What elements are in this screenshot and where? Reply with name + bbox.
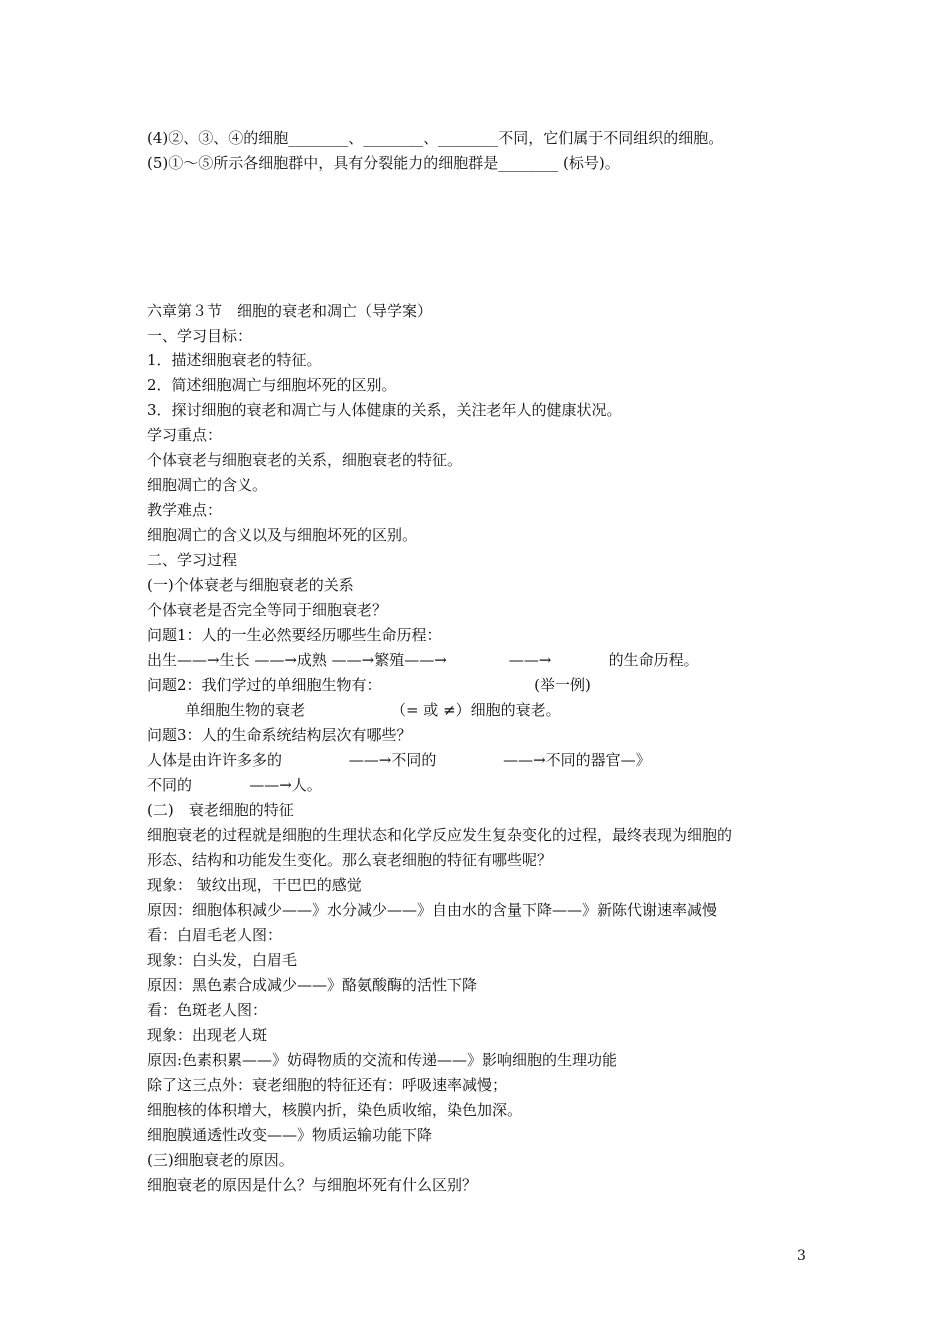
problem-3: 问题3：人的生命系统结构层次有哪些？ [147, 726, 412, 744]
problem-2-answer: 单细胞生物的衰老 （= 或 ≠）细胞的衰老。 [147, 701, 561, 719]
other-features: 除了这三点外：衰老细胞的特征还有：呼吸速率减慢； [147, 1076, 508, 1094]
question-4: (4)②、③、④的细胞________、________、________不同，它们属于不同组织的细胞。 [147, 129, 724, 147]
section-title: 六章第３节 细胞的衰老和凋亡（导学案） [147, 302, 433, 320]
phenomenon-line: 现象：出现老人斑 [147, 1026, 268, 1044]
difficulty-point: 细胞凋亡的含义以及与细胞坏死的区别。 [147, 526, 418, 544]
page-number: 3 [797, 1248, 806, 1264]
difficulty-heading: 教学难点： [147, 501, 223, 519]
part2-intro: 形态、结构和功能发生变化。那么衰老细胞的特征有哪些呢？ [147, 851, 553, 869]
goal-item: 3．探讨细胞的衰老和凋亡与人体健康的关系，关注老年人的健康状况。 [147, 401, 622, 419]
look-line: 看：白眉毛老人图： [147, 926, 283, 944]
problem-1: 问题1：人的一生必然要经历哪些生命历程： [147, 626, 442, 644]
problem-2: 问题2：我们学过的单细胞生物有： (举一例) [147, 676, 591, 694]
part1-heading: (一)个体衰老与细胞衰老的关系 [147, 576, 354, 594]
key-points-heading: 学习重点： [147, 426, 223, 444]
feature-line: 细胞膜通透性改变——》物质运输功能下降 [147, 1126, 433, 1144]
look-line: 看：色斑老人图： [147, 1001, 268, 1019]
cause-line: 原因:色素积累——》妨碍物质的交流和传递——》影响细胞的生理功能 [147, 1051, 618, 1069]
process-heading: 二、学习过程 [147, 551, 238, 569]
part3-heading: (三)细胞衰老的原因。 [147, 1151, 294, 1169]
cause-line: 原因：黑色素合成减少——》酪氨酸酶的活性下降 [147, 976, 478, 994]
part3-question: 细胞衰老的原因是什么？与细胞坏死有什么区别？ [147, 1176, 478, 1194]
feature-line: 细胞核的体积增大，核膜内折，染色质收缩，染色加深。 [147, 1101, 523, 1119]
part1-question: 个体衰老是否完全等同于细胞衰老？ [147, 601, 388, 619]
phenomenon-line: 现象： 皱纹出现，干巴巴的感觉 [147, 876, 362, 894]
question-5: (5)①～⑤所示各细胞群中，具有分裂能力的细胞群是________ (标号)。 [147, 154, 620, 172]
problem-1-answer: 出生——→生长 ——→成熟 ——→繁殖——→ ——→ 的生命历程。 [147, 651, 699, 669]
part2-heading: (二) 衰老细胞的特征 [147, 801, 294, 819]
key-point: 细胞凋亡的含义。 [147, 476, 268, 494]
goal-item: 2．简述细胞凋亡与细胞坏死的区别。 [147, 376, 397, 394]
goal-item: 1．描述细胞衰老的特征。 [147, 351, 322, 369]
cause-line: 原因：细胞体积减少——》水分减少——》自由水的含量下降——》新陈代谢速率减慢 [147, 901, 718, 919]
phenomenon-line: 现象：白头发，白眉毛 [147, 951, 298, 969]
goals-heading: 一、学习目标： [147, 327, 253, 345]
part2-intro: 细胞衰老的过程就是细胞的生理状态和化学反应发生复杂变化的过程，最终表现为细胞的 [147, 826, 733, 844]
problem-3-answer: 人体是由许许多多的 ——→不同的 ——→不同的器官—》 [147, 751, 651, 769]
problem-3-answer: 不同的 ——→人。 [147, 776, 322, 794]
key-point: 个体衰老与细胞衰老的关系，细胞衰老的特征。 [147, 451, 463, 469]
